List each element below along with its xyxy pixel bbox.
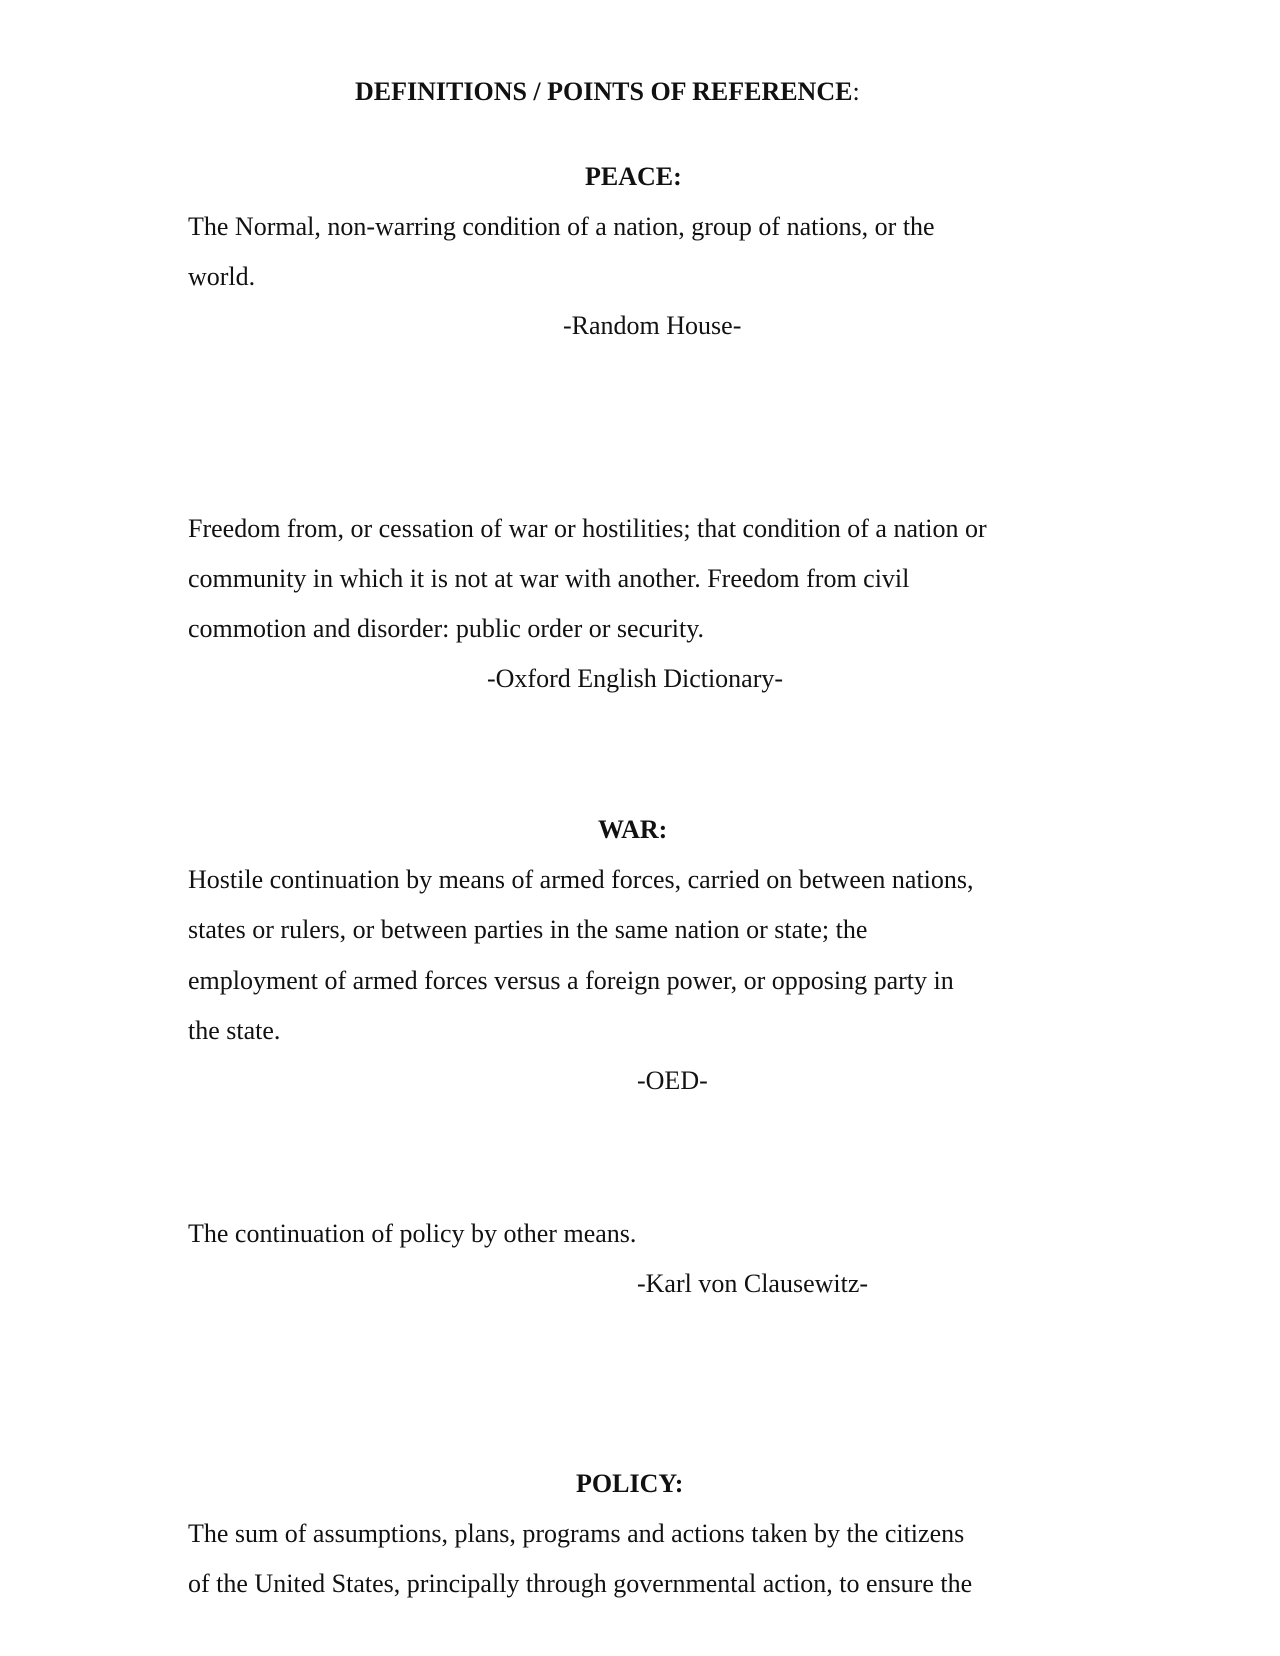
page-title — [355, 77, 860, 107]
peace-def1-line-1: The Normal, non-warring condition of a nation, group of nations, or the — [188, 212, 935, 241]
page-title-text: DEFINITIONS / POINTS OF REFERENCE — [355, 77, 853, 106]
policy-def1-line-2: of the United States, principally through governmental action, to ensure the — [188, 1569, 973, 1598]
war-def1-line-1: Hostile continuation by means of armed forces, carried on between nations, — [188, 865, 974, 894]
war-def1-source: -OED- — [637, 1066, 708, 1095]
war-def2-line-1: The continuation of policy by other means. — [188, 1219, 637, 1248]
page-title-colon: : — [852, 77, 860, 106]
policy-heading: POLICY: — [576, 1469, 684, 1498]
peace-def1-source: -Random House- — [563, 311, 742, 340]
policy-def1-line-1: The sum of assumptions, plans, programs and actions taken by the citizens — [188, 1519, 965, 1548]
peace-def1-line-2: world. — [188, 262, 256, 291]
war-def1-line-4: the state. — [188, 1016, 281, 1045]
peace-def2-line-2: community in which it is not at war with another. Freedom from civil — [188, 564, 910, 593]
war-def1-line-3: employment of armed forces versus a foreign power, or opposing party in — [188, 966, 954, 995]
war-def1-line-2: states or rulers, or between parties in the same nation or state; the — [188, 915, 868, 944]
peace-heading: PEACE: — [585, 162, 682, 191]
peace-def2-line-1: Freedom from, or cessation of war or hostilities; that condition of a nation or — [188, 514, 987, 543]
peace-def2-source: -Oxford English Dictionary- — [487, 664, 784, 693]
war-heading: WAR: — [598, 815, 668, 844]
war-def2-source: -Karl von Clausewitz- — [637, 1269, 869, 1298]
peace-def2-line-3: commotion and disorder: public order or security. — [188, 614, 705, 643]
